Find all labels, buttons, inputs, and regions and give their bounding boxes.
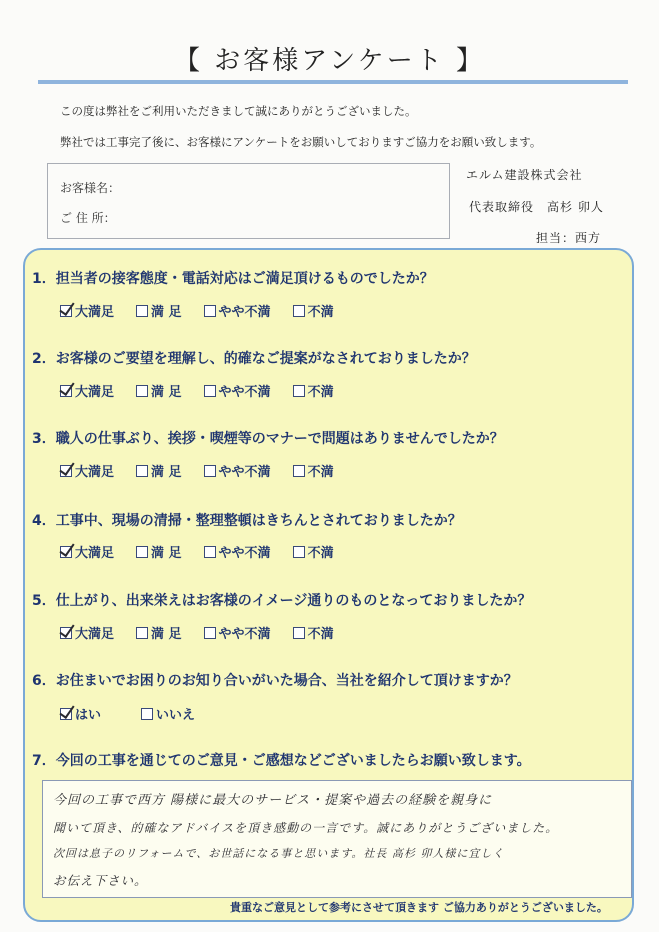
comment-line: 次回は息子のリフォームで、お世話になる事と思います。社長 高杉 卯人様に宜しく	[53, 847, 505, 860]
option-dissatisfied[interactable]: 不満	[293, 623, 334, 642]
checkbox-icon[interactable]	[204, 305, 216, 317]
option-slightly-dissatisfied[interactable]: やや不満	[204, 301, 271, 320]
question-6-options	[60, 704, 217, 723]
checkbox-icon[interactable]	[293, 546, 305, 558]
question-1: 1．担当者の接客態度・電話対応はご満足頂けるものでしたか？	[32, 271, 434, 287]
question-7: 7．今回の工事を通じてのご意見・ご感想などございましたらお願い致します。	[32, 753, 531, 769]
checkbox-icon[interactable]	[141, 708, 153, 720]
option-satisfied[interactable]: 満 足	[136, 542, 182, 561]
checkbox-icon[interactable]	[136, 465, 148, 477]
checkbox-icon[interactable]	[60, 627, 72, 639]
option-slightly-dissatisfied[interactable]: やや不満	[204, 461, 271, 480]
question-3-options	[60, 461, 356, 480]
question-4: 4．工事中、現場の清掃・整理整頓はきちんとされておりましたか？	[32, 513, 462, 529]
checkbox-icon[interactable]	[136, 546, 148, 558]
checkbox-icon[interactable]	[60, 546, 72, 558]
customer-info-box	[47, 163, 450, 239]
question-2: 2．お客様のご要望を理解し、的確なご提案がなされておりましたか？	[32, 351, 476, 367]
comment-line: 今回の工事で西方 陽様に最大のサービス・提案や過去の経験を親身に	[53, 793, 493, 808]
checkbox-icon[interactable]	[293, 385, 305, 397]
page-title: 【 お客様アンケート 】	[174, 46, 485, 76]
option-satisfied[interactable]: 満 足	[136, 623, 182, 642]
footer-thanks: 貴重なご意見として参考にさせて頂きます ご協力ありがとうございました。	[230, 901, 608, 914]
checkbox-icon[interactable]	[204, 546, 216, 558]
checkbox-icon[interactable]	[60, 465, 72, 477]
checkbox-icon[interactable]	[293, 627, 305, 639]
option-satisfied[interactable]: 満 足	[136, 461, 182, 480]
option-dissatisfied[interactable]: 不満	[293, 461, 334, 480]
company-representative: 代表取締役 高杉 卯人	[469, 200, 604, 214]
question-4-options	[60, 542, 356, 561]
option-slightly-dissatisfied[interactable]: やや不満	[204, 381, 271, 400]
checkbox-icon[interactable]	[204, 627, 216, 639]
option-dissatisfied[interactable]: 不満	[293, 301, 334, 320]
comment-line: お伝え下さい。	[53, 873, 148, 888]
comment-line: 聞いて頂き、的確なアドバイスを頂き感動の一言です。誠にありがとうございました。	[53, 821, 559, 835]
option-slightly-dissatisfied[interactable]: やや不満	[204, 623, 271, 642]
checkbox-icon[interactable]	[136, 385, 148, 397]
option-satisfied[interactable]: 満 足	[136, 301, 182, 320]
question-5: 5．仕上がり、出来栄えはお客様のイメージ通りのものとなっておりましたか？	[32, 593, 532, 609]
company-name: エルム建設株式会社	[466, 168, 583, 182]
question-6: 6．お住まいでお困りのお知り合いがいた場合、当社を紹介して頂けますか？	[32, 673, 518, 689]
checkbox-icon[interactable]	[204, 385, 216, 397]
option-very-satisfied[interactable]: 大満足	[60, 542, 114, 561]
checkbox-icon[interactable]	[293, 465, 305, 477]
option-dissatisfied[interactable]: 不満	[293, 542, 334, 561]
question-3: 3．職人の仕事ぶり、挨拶・喫煙等のマナーで問題はありませんでしたか？	[32, 431, 504, 447]
option-very-satisfied[interactable]: 大満足	[60, 461, 114, 480]
checkbox-icon[interactable]	[293, 305, 305, 317]
option-yes[interactable]: はい	[60, 704, 101, 723]
option-very-satisfied[interactable]: 大満足	[60, 381, 114, 400]
intro-line-2: 弊社では工事完了後に、お客様にアンケートをお願いしておりますご協力をお願い致します。	[60, 135, 542, 149]
option-no[interactable]: いいえ	[141, 704, 195, 723]
option-very-satisfied[interactable]: 大満足	[60, 623, 114, 642]
checkbox-icon[interactable]	[60, 708, 72, 720]
option-dissatisfied[interactable]: 不満	[293, 381, 334, 400]
checkbox-icon[interactable]	[136, 627, 148, 639]
option-slightly-dissatisfied[interactable]: やや不満	[204, 542, 271, 561]
checkbox-icon[interactable]	[136, 305, 148, 317]
comment-box[interactable]	[42, 780, 632, 898]
option-very-satisfied[interactable]: 大満足	[60, 301, 114, 320]
checkbox-icon[interactable]	[60, 305, 72, 317]
question-5-options	[60, 623, 356, 642]
intro-line-1: この度は弊社をご利用いただきまして誠にありがとうございました。	[60, 104, 417, 118]
question-2-options	[60, 381, 356, 400]
title-underline	[38, 80, 628, 84]
option-satisfied[interactable]: 満 足	[136, 381, 182, 400]
company-contact: 担当：西方	[536, 231, 602, 245]
question-1-options	[60, 301, 356, 320]
customer-address-label: ご 住 所：	[60, 211, 116, 225]
checkbox-icon[interactable]	[204, 465, 216, 477]
checkbox-icon[interactable]	[60, 385, 72, 397]
customer-name-label: お客様名：	[60, 181, 121, 195]
